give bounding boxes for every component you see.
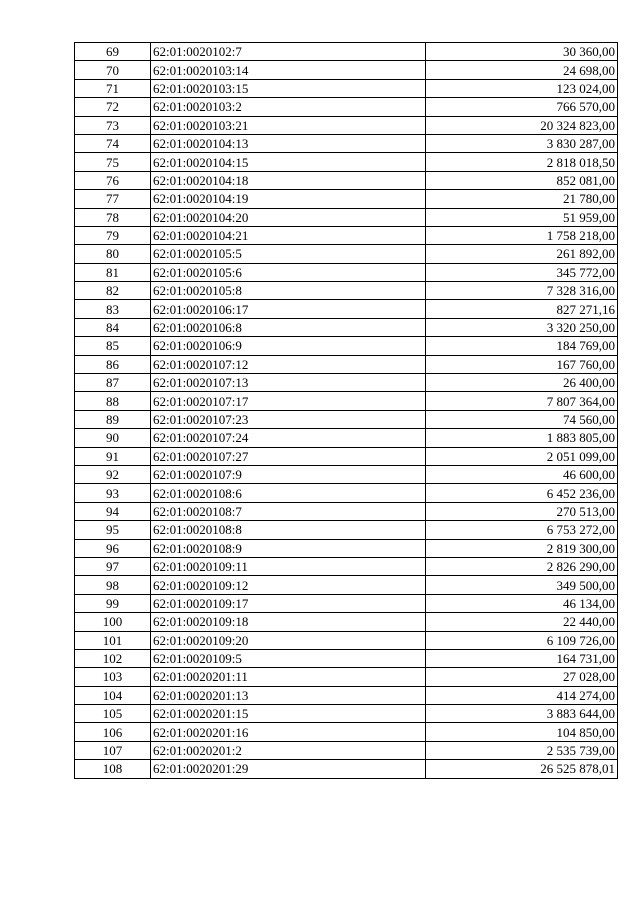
table-row [75, 116, 618, 134]
cadastral-value-cell: 27 028,00 [426, 668, 618, 686]
row-number-cell: 93 [75, 484, 151, 502]
cadastral-number-cell: 62:01:0020107:24 [151, 429, 426, 447]
cadastral-value-cell: 30 360,00 [426, 43, 618, 61]
table-row [75, 723, 618, 741]
cadastral-value-cell: 852 081,00 [426, 171, 618, 189]
cadastral-value-cell: 26 400,00 [426, 374, 618, 392]
cadastral-number-cell: 62:01:0020106:17 [151, 300, 426, 318]
cadastral-number-cell: 62:01:0020107:17 [151, 392, 426, 410]
row-number-cell: 73 [75, 116, 151, 134]
cadastral-number-cell: 62:01:0020104:21 [151, 226, 426, 244]
cadastral-number-cell: 62:01:0020108:9 [151, 539, 426, 557]
cadastral-value-cell: 349 500,00 [426, 576, 618, 594]
cadastral-value-cell: 345 772,00 [426, 263, 618, 281]
row-number-cell: 80 [75, 245, 151, 263]
cadastral-number-cell: 62:01:0020104:20 [151, 208, 426, 226]
row-number-cell: 84 [75, 318, 151, 336]
cadastral-value-cell: 261 892,00 [426, 245, 618, 263]
row-number-cell: 108 [75, 760, 151, 778]
table-row [75, 43, 618, 61]
table-row [75, 79, 618, 97]
table-row [75, 263, 618, 281]
cadastral-value-cell: 414 274,00 [426, 686, 618, 704]
cadastral-number-cell: 62:01:0020105:6 [151, 263, 426, 281]
cadastral-value-cell: 6 452 236,00 [426, 484, 618, 502]
row-number-cell: 90 [75, 429, 151, 447]
cadastral-value-cell: 766 570,00 [426, 98, 618, 116]
cadastral-number-cell: 62:01:0020103:21 [151, 116, 426, 134]
row-number-cell: 103 [75, 668, 151, 686]
cadastral-number-cell: 62:01:0020107:13 [151, 374, 426, 392]
cadastral-value-cell: 184 769,00 [426, 337, 618, 355]
table-row [75, 392, 618, 410]
cadastral-number-cell: 62:01:0020104:19 [151, 190, 426, 208]
row-number-cell: 98 [75, 576, 151, 594]
table-row [75, 190, 618, 208]
table-row [75, 594, 618, 612]
cadastral-number-cell: 62:01:0020108:6 [151, 484, 426, 502]
table-row [75, 355, 618, 373]
cadastral-number-cell: 62:01:0020108:7 [151, 502, 426, 520]
cadastral-value-cell: 1 758 218,00 [426, 226, 618, 244]
cadastral-value-cell: 6 753 272,00 [426, 521, 618, 539]
table-row [75, 374, 618, 392]
cadastral-number-cell: 62:01:0020107:9 [151, 465, 426, 483]
row-number-cell: 75 [75, 153, 151, 171]
cadastral-value-cell: 26 525 878,01 [426, 760, 618, 778]
table-row [75, 484, 618, 502]
cadastral-number-cell: 62:01:0020201:15 [151, 705, 426, 723]
table-row [75, 631, 618, 649]
cadastral-number-cell: 62:01:0020104:15 [151, 153, 426, 171]
row-number-cell: 99 [75, 594, 151, 612]
row-number-cell: 70 [75, 61, 151, 79]
row-number-cell: 85 [75, 337, 151, 355]
table-row [75, 171, 618, 189]
row-number-cell: 74 [75, 134, 151, 152]
table-row [75, 61, 618, 79]
cadastral-value-cell: 1 883 805,00 [426, 429, 618, 447]
cadastral-value-cell: 2 819 300,00 [426, 539, 618, 557]
cadastral-value-cell: 20 324 823,00 [426, 116, 618, 134]
table-row [75, 208, 618, 226]
row-number-cell: 97 [75, 557, 151, 575]
cadastral-value-cell: 74 560,00 [426, 410, 618, 428]
cadastral-value-cell: 3 320 250,00 [426, 318, 618, 336]
cadastral-number-cell: 62:01:0020103:15 [151, 79, 426, 97]
cadastral-number-cell: 62:01:0020104:18 [151, 171, 426, 189]
row-number-cell: 72 [75, 98, 151, 116]
cadastral-number-cell: 62:01:0020109:17 [151, 594, 426, 612]
row-number-cell: 77 [75, 190, 151, 208]
cadastral-number-cell: 62:01:0020106:9 [151, 337, 426, 355]
row-number-cell: 95 [75, 521, 151, 539]
row-number-cell: 105 [75, 705, 151, 723]
table-row [75, 98, 618, 116]
table-row [75, 741, 618, 759]
table-row [75, 539, 618, 557]
table-row [75, 245, 618, 263]
cadastral-value-cell: 46 600,00 [426, 465, 618, 483]
row-number-cell: 86 [75, 355, 151, 373]
table-row [75, 134, 618, 152]
cadastral-value-cell: 2 818 018,50 [426, 153, 618, 171]
cadastral-number-cell: 62:01:0020103:2 [151, 98, 426, 116]
cadastral-value-cell: 2 826 290,00 [426, 557, 618, 575]
table-row [75, 318, 618, 336]
cadastral-number-cell: 62:01:0020201:13 [151, 686, 426, 704]
table-row [75, 760, 618, 778]
table-row [75, 337, 618, 355]
cadastral-value-cell: 7 807 364,00 [426, 392, 618, 410]
cadastral-number-cell: 62:01:0020201:16 [151, 723, 426, 741]
table-row [75, 282, 618, 300]
cadastral-value-cell: 51 959,00 [426, 208, 618, 226]
cadastral-value-cell: 104 850,00 [426, 723, 618, 741]
row-number-cell: 89 [75, 410, 151, 428]
cadastral-value-cell: 6 109 726,00 [426, 631, 618, 649]
row-number-cell: 102 [75, 649, 151, 667]
cadastral-number-cell: 62:01:0020107:27 [151, 447, 426, 465]
cadastral-number-cell: 62:01:0020201:2 [151, 741, 426, 759]
cadastral-number-cell: 62:01:0020102:7 [151, 43, 426, 61]
table-row [75, 410, 618, 428]
cadastral-number-cell: 62:01:0020201:11 [151, 668, 426, 686]
table-row [75, 502, 618, 520]
row-number-cell: 91 [75, 447, 151, 465]
cadastral-number-cell: 62:01:0020109:5 [151, 649, 426, 667]
cadastral-value-cell: 2 535 739,00 [426, 741, 618, 759]
row-number-cell: 92 [75, 465, 151, 483]
cadastral-number-cell: 62:01:0020109:18 [151, 613, 426, 631]
cadastral-value-cell: 2 051 099,00 [426, 447, 618, 465]
cadastral-number-cell: 62:01:0020105:5 [151, 245, 426, 263]
table-row [75, 465, 618, 483]
row-number-cell: 101 [75, 631, 151, 649]
row-number-cell: 79 [75, 226, 151, 244]
cadastral-number-cell: 62:01:0020104:13 [151, 134, 426, 152]
row-number-cell: 87 [75, 374, 151, 392]
table-row [75, 686, 618, 704]
row-number-cell: 76 [75, 171, 151, 189]
table-body [75, 43, 618, 779]
row-number-cell: 107 [75, 741, 151, 759]
cadastral-number-cell: 62:01:0020109:20 [151, 631, 426, 649]
cadastral-number-cell: 62:01:0020107:23 [151, 410, 426, 428]
cadastral-value-cell: 24 698,00 [426, 61, 618, 79]
table-row [75, 447, 618, 465]
row-number-cell: 104 [75, 686, 151, 704]
cadastral-number-cell: 62:01:0020105:8 [151, 282, 426, 300]
cadastral-value-cell: 270 513,00 [426, 502, 618, 520]
cadastral-number-cell: 62:01:0020108:8 [151, 521, 426, 539]
row-number-cell: 94 [75, 502, 151, 520]
row-number-cell: 83 [75, 300, 151, 318]
table-row [75, 557, 618, 575]
cadastral-number-cell: 62:01:0020106:8 [151, 318, 426, 336]
cadastral-value-cell: 22 440,00 [426, 613, 618, 631]
cadastral-value-cell: 167 760,00 [426, 355, 618, 373]
table-row [75, 153, 618, 171]
cadastral-number-cell: 62:01:0020109:12 [151, 576, 426, 594]
cadastral-value-cell: 46 134,00 [426, 594, 618, 612]
cadastral-value-cell: 7 328 316,00 [426, 282, 618, 300]
row-number-cell: 78 [75, 208, 151, 226]
cadastral-number-cell: 62:01:0020103:14 [151, 61, 426, 79]
cadastral-number-cell: 62:01:0020201:29 [151, 760, 426, 778]
cadastral-value-cell: 3 883 644,00 [426, 705, 618, 723]
row-number-cell: 71 [75, 79, 151, 97]
cadastral-value-cell: 164 731,00 [426, 649, 618, 667]
table-row [75, 613, 618, 631]
row-number-cell: 82 [75, 282, 151, 300]
cadastral-number-cell: 62:01:0020107:12 [151, 355, 426, 373]
cadastral-number-cell: 62:01:0020109:11 [151, 557, 426, 575]
table-row [75, 668, 618, 686]
row-number-cell: 96 [75, 539, 151, 557]
table-row [75, 705, 618, 723]
row-number-cell: 106 [75, 723, 151, 741]
row-number-cell: 88 [75, 392, 151, 410]
row-number-cell: 69 [75, 43, 151, 61]
cadastral-value-cell: 3 830 287,00 [426, 134, 618, 152]
row-number-cell: 100 [75, 613, 151, 631]
row-number-cell: 81 [75, 263, 151, 281]
table-row [75, 300, 618, 318]
table-row [75, 521, 618, 539]
table-row [75, 429, 618, 447]
cadastral-value-table [74, 42, 618, 779]
table-row [75, 576, 618, 594]
cadastral-value-cell: 827 271,16 [426, 300, 618, 318]
table-row [75, 649, 618, 667]
table-row [75, 226, 618, 244]
cadastral-value-cell: 123 024,00 [426, 79, 618, 97]
cadastral-value-cell: 21 780,00 [426, 190, 618, 208]
